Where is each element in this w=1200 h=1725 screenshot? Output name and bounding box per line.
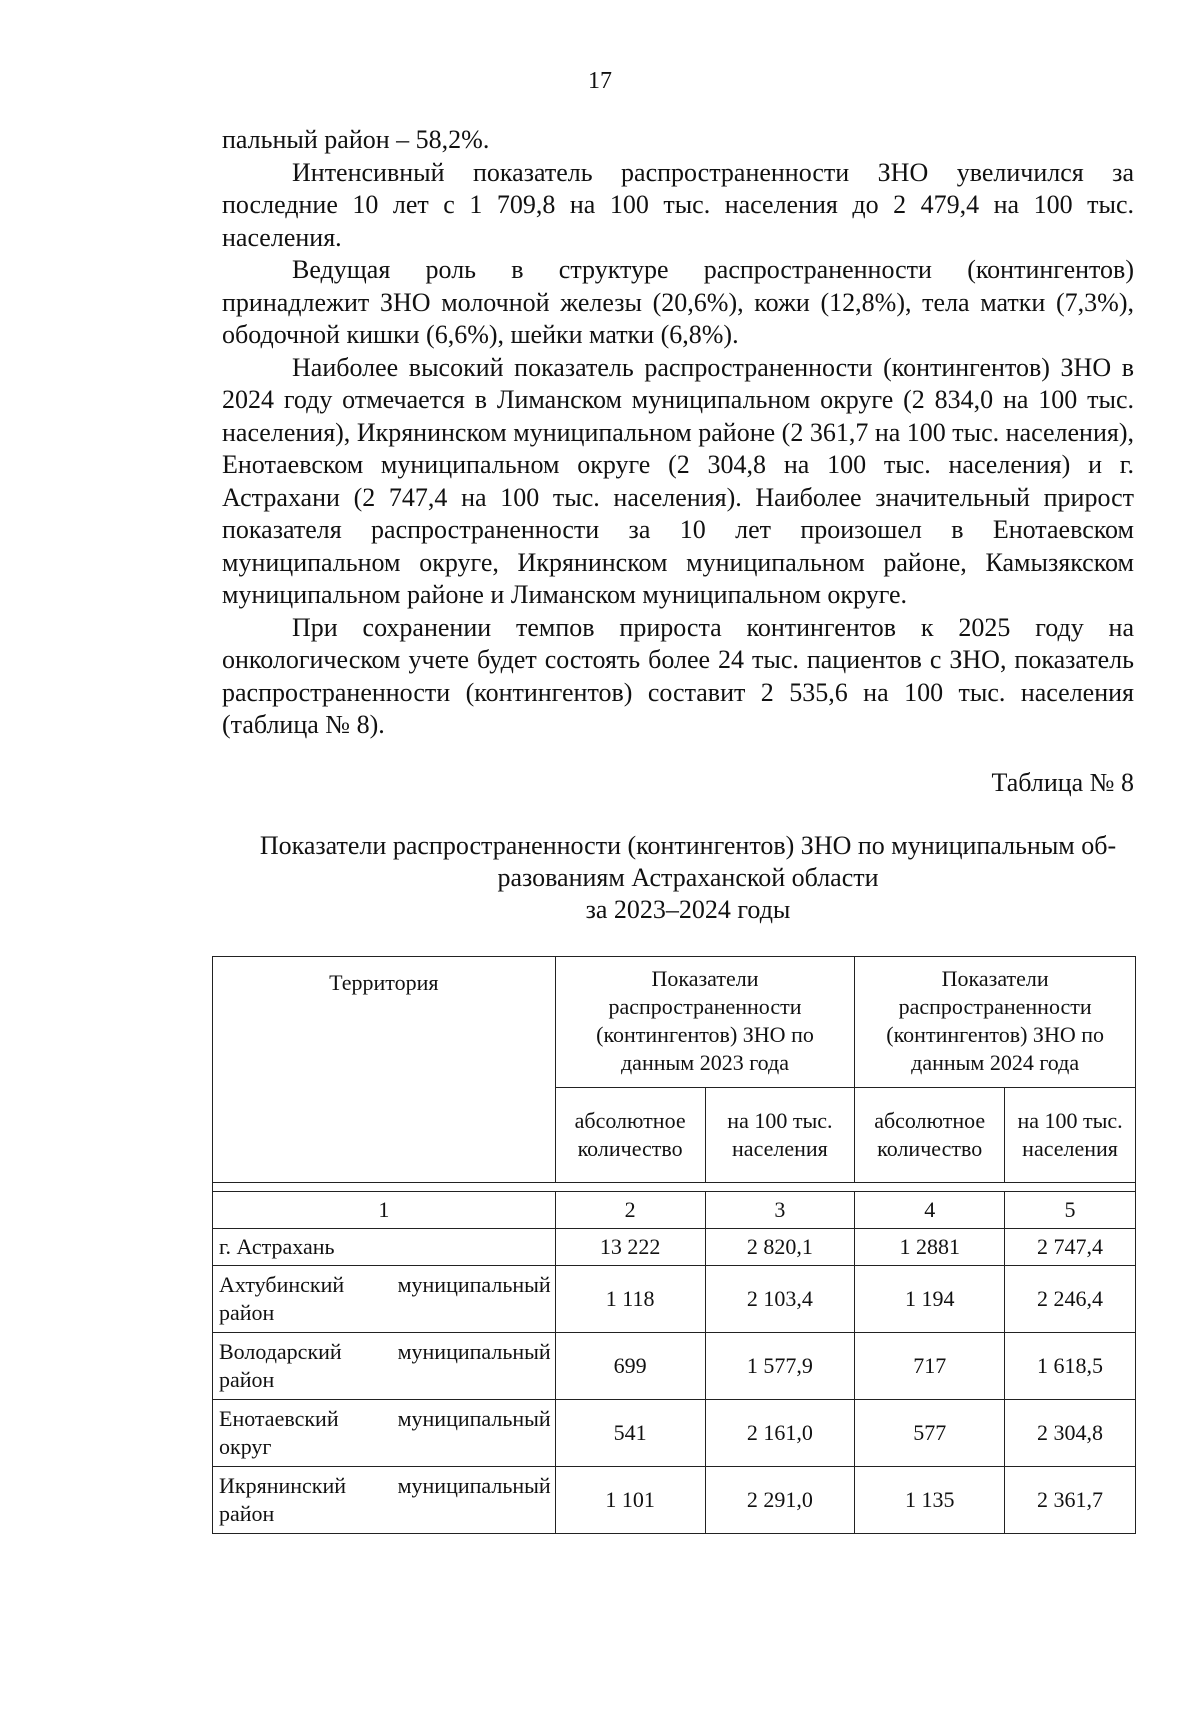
rate-2024-cell: 2 747,4 xyxy=(1005,1229,1136,1266)
table-row xyxy=(213,1467,1136,1534)
column-number: 2 xyxy=(555,1192,705,1229)
table-title xyxy=(200,830,1176,926)
paragraph: Наиболее высокий показатель распространенности (контингентов) ЗНО в 2024 году отмечается в Лиманском муниципальном округе (2 834,0 на 100 тыс. населения), Икрянинском муниципальном районе (2 361,7 на 100 тыс. населения), Енотаевском муниципальном округе (2 304,8 на 100 тыс. населения) и г. Астрахани (2 747,4 на 100 тыс. населения). Наиболее значительный прирост показателя распространенности за 10 лет произошел в Енотаевском муниципальном округе, Икрянинском муниципальном районе, Камызякском муниципальном районе и Лиманском муниципальном округе. xyxy=(222,352,1134,609)
table-title-line: разованиям Астраханской области xyxy=(497,863,879,892)
table-row xyxy=(213,1266,1136,1333)
abs-2023-cell: 13 222 xyxy=(555,1229,705,1266)
abs-2024-cell: 717 xyxy=(855,1333,1005,1400)
table-row xyxy=(213,1229,1136,1266)
paragraph: При сохранении темпов прироста контингентов к 2025 году на онкологическом учете будет состоять более 24 тыс. пациентов с ЗНО, показатель распространенности (контингентов) составит 2 535,6 на 100 тыс. населения (таблица № 8). xyxy=(222,612,1134,739)
rate-2024-cell: 2 246,4 xyxy=(1005,1266,1136,1333)
rate-2023-cell: 2 820,1 xyxy=(705,1229,855,1266)
subheader-abs-2024: абсолютное количество xyxy=(855,1088,1005,1183)
header-2023: Показатели распространенности (контингентов) ЗНО по данным 2023 года xyxy=(555,957,855,1088)
column-number: 4 xyxy=(855,1192,1005,1229)
territory-name-part: муниципальный xyxy=(397,1473,551,1498)
rate-2024-cell: 1 618,5 xyxy=(1005,1333,1136,1400)
territory-name xyxy=(213,1400,556,1467)
territory-name-part: Володарский xyxy=(219,1339,342,1364)
table-caption: Таблица № 8 xyxy=(991,768,1134,797)
rate-2023-cell: 1 577,9 xyxy=(705,1333,855,1400)
rate-2023-cell: 2 103,4 xyxy=(705,1266,855,1333)
territory-name-part: Икрянинский xyxy=(219,1473,347,1498)
territory-name-part: муниципальный xyxy=(397,1272,551,1297)
abs-2024-cell: 577 xyxy=(855,1400,1005,1467)
rate-2023-cell: 2 291,0 xyxy=(705,1467,855,1534)
territory-name: г. Астрахань xyxy=(213,1229,556,1266)
territory-name-part: округ xyxy=(219,1434,272,1459)
abs-2023-cell: 1 118 xyxy=(555,1266,705,1333)
subheader-rate-2023: на 100 тыс. населения xyxy=(705,1088,855,1183)
territory-name-part: муниципальный xyxy=(397,1406,551,1431)
column-number: 3 xyxy=(705,1192,855,1229)
table-title-line: Показатели распространенности (контингентов) ЗНО по муниципальным об- xyxy=(259,831,1117,860)
abs-2023-cell: 541 xyxy=(555,1400,705,1467)
body-text xyxy=(222,124,1134,742)
territory-name-part: район xyxy=(219,1367,275,1392)
territory-name-part: муниципальный xyxy=(397,1339,551,1364)
subheader-abs-2023: абсолютное количество xyxy=(555,1088,705,1183)
abs-2024-cell: 1 135 xyxy=(855,1467,1005,1534)
abs-2024-cell: 1 2881 xyxy=(855,1229,1005,1266)
prevalence-table xyxy=(212,956,1136,1534)
territory-name-part: район xyxy=(219,1501,275,1526)
abs-2024-cell: 1 194 xyxy=(855,1266,1005,1333)
territory-name-part: Енотаевский xyxy=(219,1406,339,1431)
table-row xyxy=(213,1333,1136,1400)
subheader-rate-2024: на 100 тыс. населения xyxy=(1005,1088,1136,1183)
paragraph: пальный район – 58,2%. xyxy=(222,125,490,154)
header-separator xyxy=(213,1183,1136,1192)
rate-2024-cell: 2 304,8 xyxy=(1005,1400,1136,1467)
table-row xyxy=(213,1400,1136,1467)
column-number: 5 xyxy=(1005,1192,1136,1229)
page-number: 17 xyxy=(588,68,612,94)
column-number-row xyxy=(213,1192,1136,1229)
rate-2023-cell: 2 161,0 xyxy=(705,1400,855,1467)
rate-2024-cell: 2 361,7 xyxy=(1005,1467,1136,1534)
territory-name xyxy=(213,1333,556,1400)
territory-name-part: район xyxy=(219,1300,275,1325)
abs-2023-cell: 1 101 xyxy=(555,1467,705,1534)
header-territory: Территория xyxy=(213,957,556,1183)
territory-name-part: Ахтубинский xyxy=(219,1272,345,1297)
table-title-line: за 2023–2024 годы xyxy=(585,895,791,924)
column-number: 1 xyxy=(213,1192,556,1229)
territory-name xyxy=(213,1467,556,1534)
header-2024: Показатели распространенности (контингентов) ЗНО по данным 2024 года xyxy=(855,957,1136,1088)
abs-2023-cell: 699 xyxy=(555,1333,705,1400)
paragraph: Интенсивный показатель распространенности ЗНО увеличился за последние 10 лет с 1 709,8 на 100 тыс. населения до 2 479,4 на 100 тыс. населения. xyxy=(222,157,1134,252)
territory-name xyxy=(213,1266,556,1333)
paragraph: Ведущая роль в структуре распространенности (контингентов) принадлежит ЗНО молочной железы (20,6%), кожи (12,8%), тела матки (7,3%), ободочной кишки (6,6%), шейки матки (6,8%). xyxy=(222,255,1134,349)
